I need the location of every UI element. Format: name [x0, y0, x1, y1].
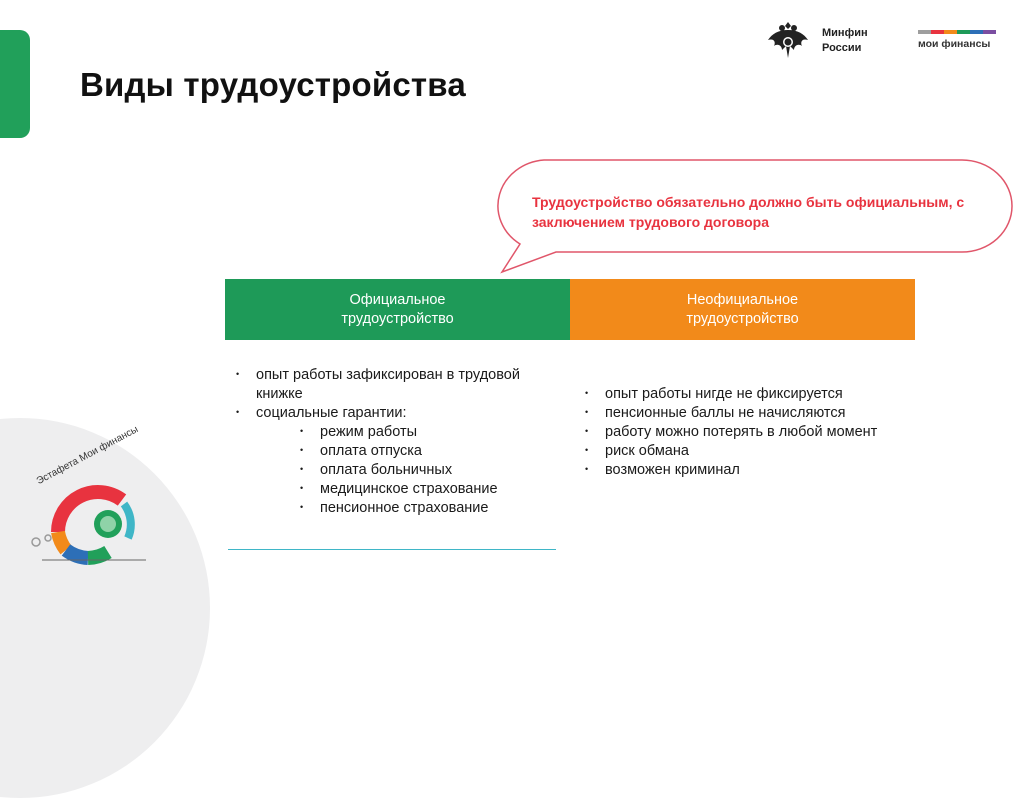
- accent-tab: [0, 30, 30, 138]
- color-seg: [970, 30, 983, 34]
- unofficial-points-list: [581, 385, 901, 480]
- social-guarantees-sublist: [256, 423, 552, 518]
- official-employment-label: Официальное трудоустройство: [341, 291, 454, 327]
- page-title: Виды трудоустройства: [80, 66, 466, 103]
- callout-bubble: [484, 158, 1014, 276]
- unofficial-employment-label: Неофициальное трудоустройство: [686, 291, 799, 327]
- color-seg: [931, 30, 944, 34]
- eagle-emblem-icon: [764, 16, 812, 64]
- official-employment-header: [225, 279, 570, 340]
- unofficial-employment-header: [570, 279, 915, 340]
- divider-line: [228, 549, 556, 550]
- my-finances-logo[interactable]: [918, 30, 998, 54]
- minfin-title: [822, 26, 868, 56]
- minfin-logo[interactable]: [764, 16, 882, 66]
- list-item: • опыт работы нигде не фиксируется: [581, 385, 901, 404]
- my-finances-label: мои финансы: [918, 38, 991, 50]
- minfin-line1: Минфин: [822, 27, 868, 39]
- social-guarantees-label: социальные гарантии:: [256, 405, 407, 421]
- list-item: • оплата отпуска: [296, 442, 552, 461]
- list-item: • оплата больничных: [296, 461, 552, 480]
- color-seg: [944, 30, 957, 34]
- color-seg: [983, 30, 996, 34]
- list-item: • возможен криминал: [581, 461, 901, 480]
- list-item: • работу можно потерять в любой момент: [581, 423, 901, 442]
- my-finances-color-bar: [918, 30, 996, 34]
- callout-text: Трудоустройство обязательно должно быть официальным, с заключением трудового договора: [532, 194, 965, 230]
- estafeta-badge-icon: [14, 446, 164, 568]
- list-item: • пенсионные баллы не начисляются: [581, 404, 901, 423]
- color-seg: [918, 30, 931, 34]
- list-item: • пенсионное страхование: [296, 499, 552, 518]
- list-item: • медицинское страхование: [296, 480, 552, 499]
- list-item: [232, 404, 552, 518]
- official-points-list: [232, 366, 552, 518]
- list-item: • риск обмана: [581, 442, 901, 461]
- minfin-line2: России: [822, 42, 862, 54]
- list-item: • опыт работы зафиксирован в трудовой книжке: [232, 366, 552, 404]
- list-item: • режим работы: [296, 423, 552, 442]
- color-seg: [957, 30, 970, 34]
- estafeta-caption: Эстафета Мои финансы: [34, 424, 141, 487]
